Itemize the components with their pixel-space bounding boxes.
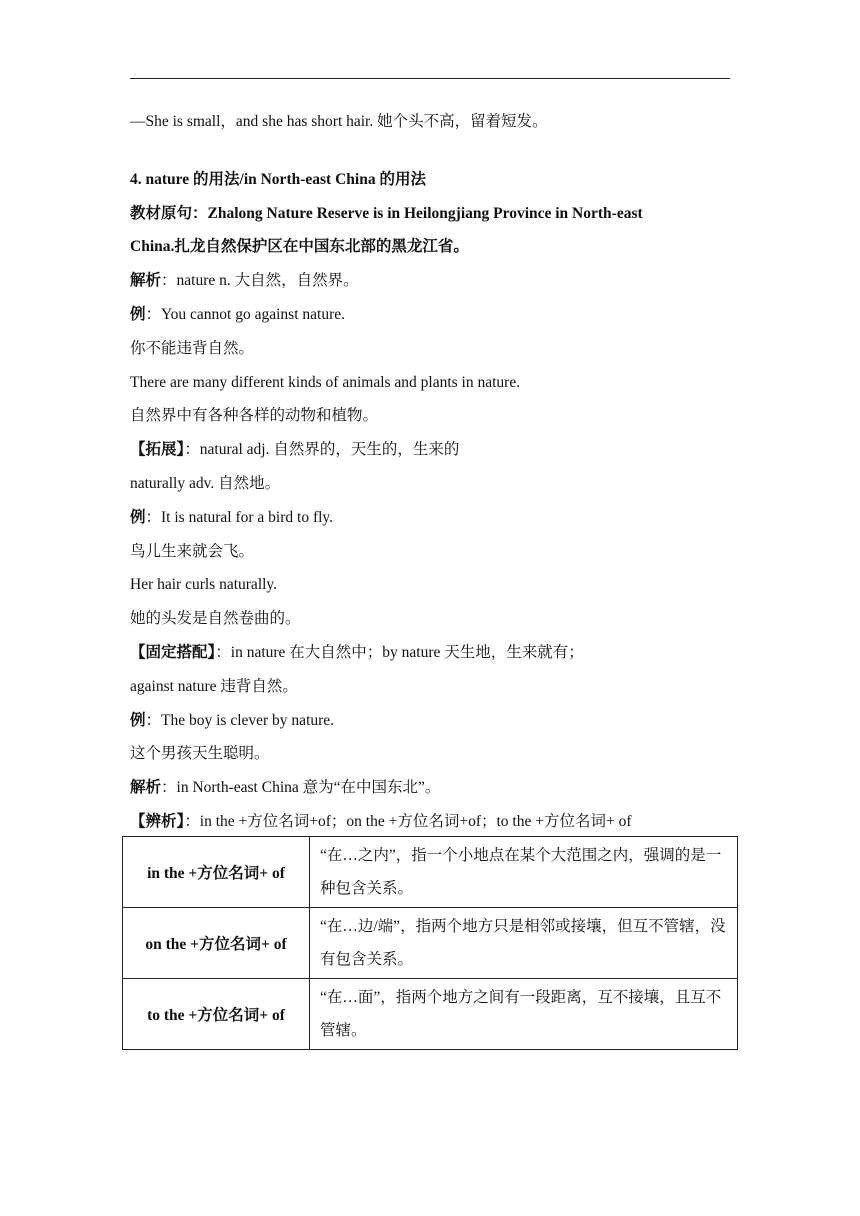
example-line: —She is small，and she has short hair. 她个头不高，留着短发。 (130, 113, 548, 130)
collocation-line: against nature 违背自然。 (130, 678, 298, 695)
table-row (123, 979, 738, 1050)
example-label: 例 (130, 509, 146, 526)
collocation-text: ：in nature 在大自然中；by nature 天生地，生来就有； (215, 644, 584, 661)
source-sentence-cont: China.扎龙自然保护区在中国东北部的黑龙江省。 (130, 238, 469, 255)
source-text: Zhalong Nature Reserve is in Heilongjiang Province in North-east (207, 205, 643, 222)
phrase-cell: in the +方位名词+ of (123, 837, 310, 908)
source-sentence (130, 204, 643, 224)
table-row (123, 837, 738, 908)
example-line (130, 305, 345, 325)
meaning-cell: “在…之内”，指一个小地点在某个大范围之内，强调的是一种包含关系。 (310, 837, 738, 908)
example-translation: 鸟儿生来就会飞。 (130, 543, 255, 560)
analysis-line (130, 778, 440, 798)
example-label: 例 (130, 306, 146, 323)
example-text: ：It is natural for a bird to fly. (145, 509, 334, 526)
phrase-cell: on the +方位名词+ of (123, 908, 310, 979)
example-translation: 你不能违背自然。 (130, 340, 255, 357)
meaning-cell: “在…面”，指两个地方之间有一段距离，互不接壤，且互不管辖。 (310, 979, 738, 1050)
comparison-table (122, 836, 738, 1050)
discrimination-line (130, 812, 632, 832)
example-line (130, 711, 334, 731)
header-rule (130, 78, 730, 79)
meaning-cell: “在…边/端”，指两个地方只是相邻或接壤，但互不管辖，没有包含关系。 (310, 908, 738, 979)
phrase-cell: to the +方位名词+ of (123, 979, 310, 1050)
discrimination-label: 【辨析】 (130, 813, 185, 830)
example-text: ：You cannot go against nature. (145, 306, 345, 323)
extension-label: 【拓展】 (130, 441, 185, 458)
analysis-line (130, 271, 359, 291)
section-heading: 4. nature 的用法/in North-east China 的用法 (130, 171, 426, 188)
analysis-label: 解析 (130, 779, 162, 796)
discrimination-text: ：in the +方位名词+of；on the +方位名词+of；to the +方位名词+ of (184, 813, 632, 830)
example-label: 例 (130, 712, 146, 729)
extension-line (130, 440, 459, 460)
example-translation: 她的头发是自然卷曲的。 (130, 610, 301, 627)
example-line: There are many different kinds of animals and plants in nature. (130, 374, 521, 391)
example-translation: 这个男孩天生聪明。 (130, 745, 270, 762)
example-line: Her hair curls naturally. (130, 576, 278, 593)
analysis-text: ：in North-east China 意为“在中国东北”。 (161, 779, 441, 796)
example-line (130, 508, 333, 528)
table-row (123, 908, 738, 979)
source-label: 教材原句： (130, 205, 208, 222)
collocation-label: 【固定搭配】 (130, 644, 216, 661)
analysis-text: ：nature n. 大自然，自然界。 (161, 272, 359, 289)
example-translation: 自然界中有各种各样的动物和植物。 (130, 407, 379, 424)
analysis-label: 解析 (130, 272, 162, 289)
collocation-line (130, 643, 584, 663)
extension-text: ：natural adj. 自然界的，天生的，生来的 (184, 441, 460, 458)
example-text: ：The boy is clever by nature. (145, 712, 335, 729)
extension-line: naturally adv. 自然地。 (130, 475, 281, 492)
